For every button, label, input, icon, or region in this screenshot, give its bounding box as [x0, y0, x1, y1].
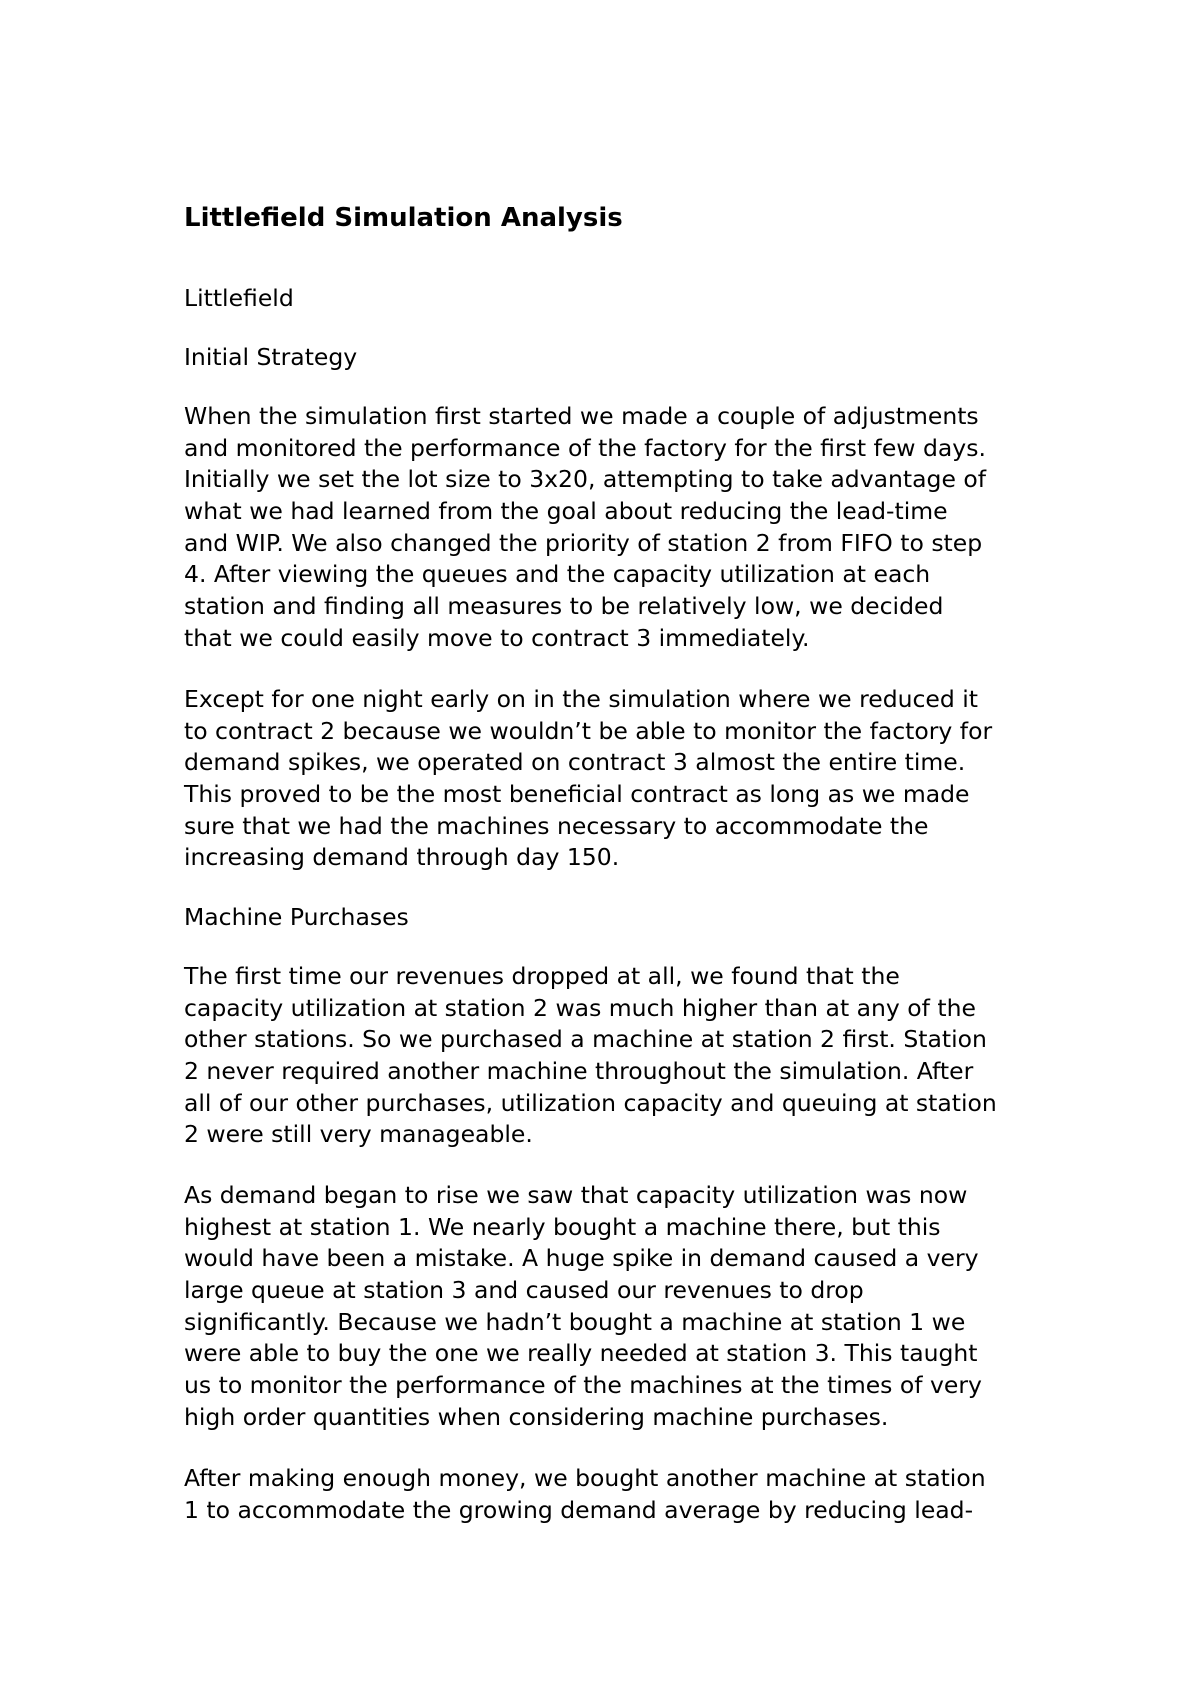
document-title: Littlefield Simulation Analysis	[184, 203, 623, 233]
subtitle-text: Littlefield	[184, 284, 294, 312]
paragraph-line: Except for one night early on in the simulation where we reduced it	[184, 685, 979, 713]
paragraph-line: demand spikes, we operated on contract 3 almost the entire time.	[184, 748, 966, 777]
paragraph-line: sure that we had the machines necessary to accommodate the	[184, 811, 929, 840]
section-heading-text: Machine Purchases	[184, 903, 409, 931]
document-subtitle	[184, 283, 1044, 315]
paragraph-line: would have been a mistake. A huge spike in demand caused a very	[184, 1244, 979, 1273]
paragraph-line: other stations. So we purchased a machine at station 2 first. Station	[184, 1025, 987, 1054]
paragraph-initial-strategy-1	[184, 401, 1044, 655]
paragraph-line: station and finding all measures to be relatively low, we decided	[184, 592, 944, 621]
paragraph-line: 1 to accommodate the growing demand average by reducing lead-	[184, 1495, 974, 1524]
paragraph-line: This proved to be the most beneficial contract as long as we made	[184, 780, 970, 809]
paragraph-line: increasing demand through day 150.	[184, 843, 620, 872]
paragraph-line: us to monitor the performance of the machines at the times of very	[184, 1371, 982, 1400]
paragraph-machine-purchases-3	[184, 1463, 1044, 1526]
paragraph-line: The first time our revenues dropped at all, we found that the	[184, 962, 900, 990]
paragraph-line: As demand began to rise we saw that capacity utilization was now	[184, 1181, 968, 1209]
paragraph-line: all of our other purchases, utilization capacity and queuing at station	[184, 1088, 997, 1117]
paragraph-line: were able to buy the one we really needed at station 3. This taught	[184, 1339, 978, 1368]
section-heading-text: Initial Strategy	[184, 343, 358, 371]
paragraph-line: to contract 2 because we wouldn’t be able to monitor the factory for	[184, 716, 993, 745]
paragraph-line: and WIP. We also changed the priority of station 2 from FIFO to step	[184, 528, 983, 557]
paragraph-initial-strategy-2	[184, 684, 1044, 874]
paragraph-line: capacity utilization at station 2 was much higher than at any of the	[184, 993, 976, 1022]
paragraph-line: what we had learned from the goal about reducing the lead-time	[184, 497, 948, 526]
paragraph-line: highest at station 1. We nearly bought a machine there, but this	[184, 1212, 941, 1241]
paragraph-line: When the simulation first started we made a couple of adjustments	[184, 402, 979, 430]
paragraph-line: significantly. Because we hadn’t bought a machine at station 1 we	[184, 1307, 966, 1336]
paragraph-line: After making enough money, we bought another machine at station	[184, 1464, 986, 1492]
paragraph-line: that we could easily move to contract 3 immediately.	[184, 623, 810, 652]
paragraph-line: and monitored the performance of the factory for the first few days.	[184, 433, 986, 462]
section-heading-machine-purchases	[184, 902, 1044, 934]
paragraph-machine-purchases-1	[184, 961, 1044, 1151]
paragraph-line: Initially we set the lot size to 3x20, attempting to take advantage of	[184, 465, 987, 494]
paragraph-line: 2 were still very manageable.	[184, 1120, 533, 1149]
paragraph-line: 2 never required another machine throughout the simulation. After	[184, 1057, 974, 1086]
paragraph-line: high order quantities when considering machine purchases.	[184, 1402, 889, 1431]
section-heading-initial-strategy	[184, 342, 1044, 374]
paragraph-line: 4. After viewing the queues and the capacity utilization at each	[184, 560, 931, 589]
paragraph-machine-purchases-2	[184, 1180, 1044, 1434]
paragraph-line: large queue at station 3 and caused our revenues to drop	[184, 1276, 864, 1305]
